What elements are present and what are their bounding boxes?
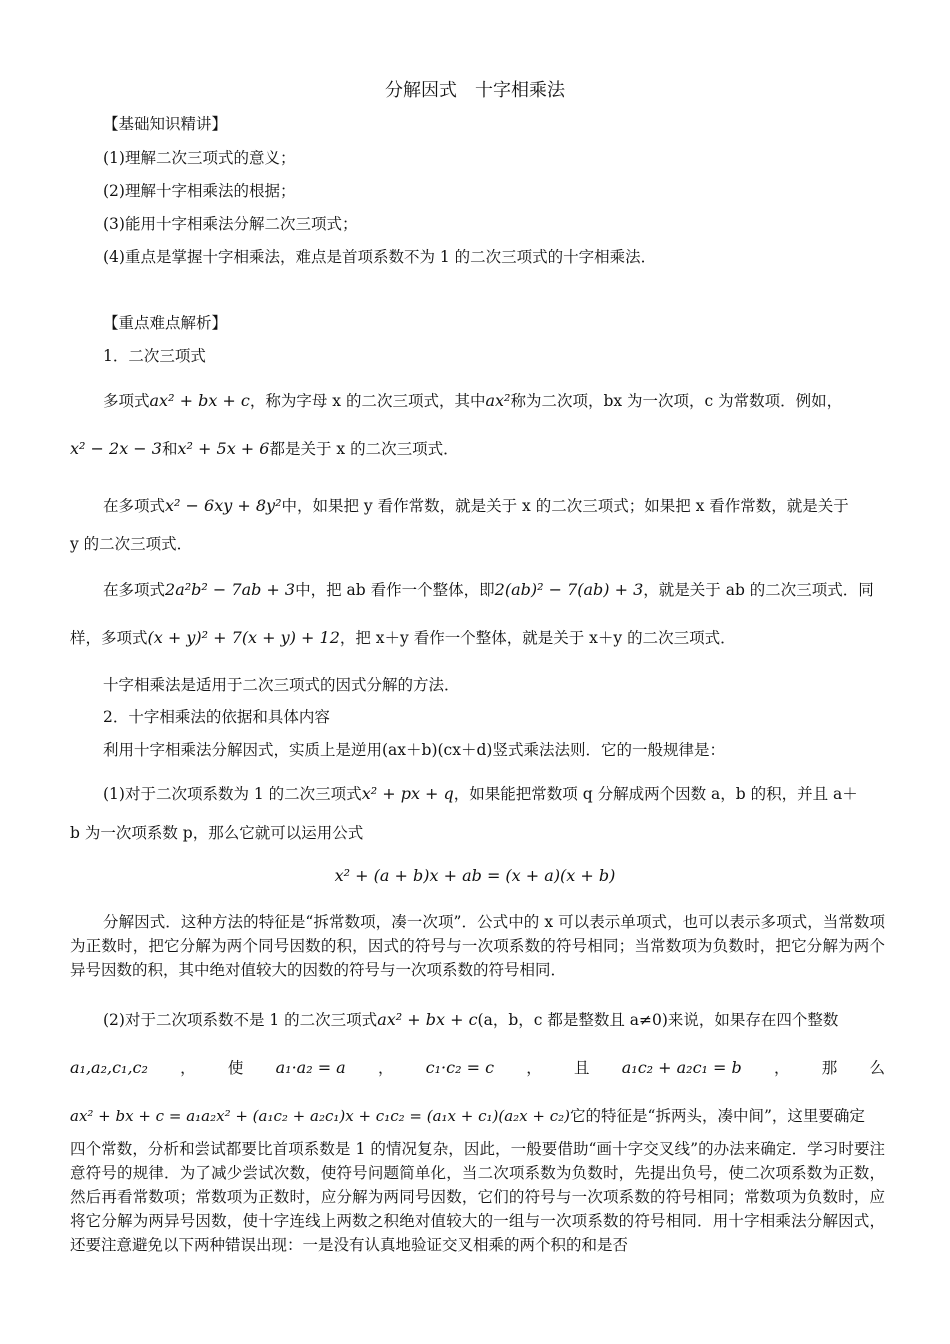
math-expression: 2a²b² − 7ab + 3 — [165, 580, 296, 599]
paragraph-line: 利用十字相乘法分解因式，实质上是逆用(ax＋b)(cx＋d)竖式乘法法则．它的一般规律是： — [103, 741, 725, 759]
math-expression: x² − 2x − 3 — [70, 439, 162, 458]
paragraph-line: (1)对于二次项系数为 1 的二次三项式x² + px + q，如果能把常数项 q 分解成两个因数 a，b 的积，并且 a＋ — [103, 784, 858, 803]
math-expression: ax² + bx + c = a₁a₂x² + (a₁c₂ + a₂c₁)x + c₁c₂ = (a₁x + c₁)(a₂x + c₂) — [70, 1107, 571, 1125]
subheading-quadratic-trinomial: 1．二次三项式 — [103, 347, 206, 365]
paragraph-line: ax² + bx + c = a₁a₂x² + (a₁c₂ + a₂c₁)x + c₁c₂ = (a₁x + c₁)(a₂x + c₂)它的特征是“拆两头，凑中间”，这里要确定 — [70, 1107, 865, 1125]
goal-item: (2)理解十字相乘法的根据； — [103, 182, 296, 200]
math-expression: 2(ab)² − 7(ab) + 3 — [494, 580, 644, 599]
goal-item: (1)理解二次三项式的意义； — [103, 149, 296, 167]
paragraph-line: x² − 2x − 3和x² + 5x + 6都是关于 x 的二次三项式． — [70, 439, 459, 458]
math-expression: ax² — [485, 391, 511, 410]
math-expression: x² − 6xy + 8y² — [165, 496, 282, 515]
page-title: 分解因式 十字相乘法 — [385, 80, 565, 101]
paragraph-line-spread: a₁,a₂,c₁,c₂ ， 使 a₁·a₂ = a ， c₁·c₂ = c ， 且 a₁c₂ + a₂c₁ = b ， 那 么 — [70, 1058, 885, 1077]
paragraph-line: 在多项式x² − 6xy + 8y²中，如果把 y 看作常数，就是关于 x 的二次三项式；如果把 x 看作常数，就是关于 — [103, 496, 849, 515]
goal-item: (4)重点是掌握十字相乘法，难点是首项系数不为 1 的二次三项式的十字相乘法． — [103, 248, 657, 266]
section-heading-basics: 【基础知识精讲】 — [103, 115, 228, 133]
subheading-cross-method: 2．十字相乘法的依据和具体内容 — [103, 708, 330, 726]
paragraph-block: 四个常数，分析和尝试都要比首项系数是 1 的情况复杂，因此，一般要借助“画十字交叉线”的办法来确定．学习时要注意符号的规律．为了减少尝试次数，使符号问题简单化，当二次项系数为负数时，先提出负号，使二次项系数为正数，然后再看常数项；常数项为正数时，应分解为两同号因数，它们的符号与一次项系数的符号相同；常数项为负数时，应将它分解为两异号因数，使十字连线上两数之积绝对值较大的一组与一次项系数的符号相同．用十字相乘法分解因式，还要注意避免以下两种错误出现：一是没有认真地验证交叉相乘的两个积的和是否 — [70, 1140, 885, 1254]
math-expression: ax² + bx + c — [377, 1010, 478, 1029]
math-expression: x² + px + q — [361, 784, 454, 803]
paragraph-block: 分解因式．这种方法的特征是“拆常数项，凑一次项”．公式中的 x 可以表示单项式，也可以表示多项式，当常数项为正数时，把它分解为两个同号因数的积，因式的符号与一次项系数的符号相同；当常数项为负数时，把它分解为两个异号因数的积，其中绝对值较大的因数的符号与一次项系数的符号相同． — [70, 913, 885, 979]
paragraph-line: 多项式ax² + bx + c，称为字母 x 的二次三项式，其中ax²称为二次项，bx 为一次项，c 为常数项．例如， — [103, 391, 843, 410]
section-heading-keypoints: 【重点难点解析】 — [103, 314, 228, 332]
math-expression: ax² + bx + c — [149, 391, 250, 410]
paragraph-line: 样，多项式(x + y)² + 7(x + y) + 12，把 x＋y 看作一个整体，就是关于 x＋y 的二次三项式． — [70, 628, 736, 647]
paragraph-line: b 为一次项系数 p，那么它就可以运用公式 — [70, 824, 364, 842]
paragraph-line: 在多项式2a²b² − 7ab + 3中，把 ab 看作一个整体，即2(ab)² − 7(ab) + 3，就是关于 ab 的二次三项式．同 — [103, 580, 874, 599]
math-expression: x² + 5x + 6 — [177, 439, 270, 458]
formula-display: x² + (a + b)x + ab = (x + a)(x + b) — [334, 866, 616, 885]
paragraph-line: y 的二次三项式． — [70, 535, 193, 553]
paragraph-line: 十字相乘法是适用于二次三项式的因式分解的方法． — [103, 676, 460, 694]
goal-item: (3)能用十字相乘法分解二次三项式； — [103, 215, 358, 233]
paragraph-line: (2)对于二次项系数不是 1 的二次三项式ax² + bx + c(a，b，c 都是整数且 a≠0)来说，如果存在四个整数 — [103, 1010, 839, 1029]
math-expression: (x + y)² + 7(x + y) + 12 — [147, 628, 340, 647]
